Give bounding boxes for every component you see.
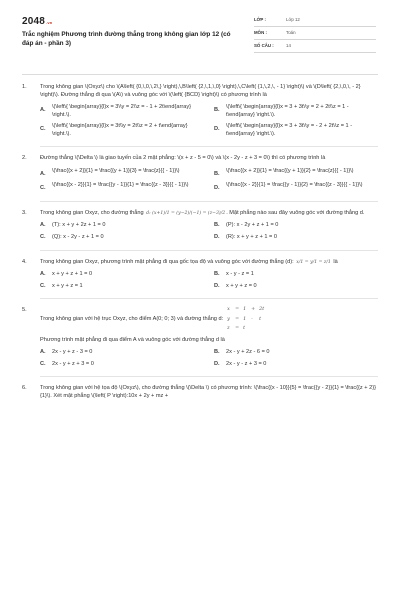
- option-text: (T): x + y + 2z + 1 = 0: [52, 222, 106, 229]
- option-a[interactable]: [40, 104, 204, 119]
- option-text: x + y + z = 1: [52, 282, 83, 289]
- meta-value: 14: [286, 43, 291, 49]
- option-label: C.: [40, 282, 46, 289]
- meta-row-count: [254, 40, 376, 53]
- meta-key: LỚP :: [254, 17, 266, 23]
- question-text: [40, 259, 378, 267]
- equation-system: [227, 307, 267, 332]
- option-a[interactable]: [40, 168, 204, 179]
- option-label: C.: [40, 185, 46, 192]
- header-divider: [22, 74, 378, 75]
- question-divider: [40, 201, 378, 202]
- inline-formula: x/1 = y/1 = z/1: [296, 259, 331, 265]
- option-c[interactable]: [40, 283, 204, 291]
- option-c[interactable]: [40, 182, 204, 193]
- option-a[interactable]: [40, 222, 204, 230]
- option-text: (Q): x - 2y - z + 1 = 0: [52, 234, 104, 241]
- meta-row-class: [254, 14, 376, 27]
- logo-main: 2048: [22, 16, 46, 27]
- question-list: [22, 84, 378, 413]
- question-text: [40, 210, 378, 218]
- option-label: B.: [214, 107, 220, 114]
- option-label: A.: [40, 107, 46, 114]
- option-a[interactable]: [40, 271, 204, 279]
- sys-cell: 1: [243, 316, 247, 322]
- option-label: C.: [40, 126, 46, 133]
- question-number: 5.: [22, 307, 27, 314]
- question-text-after: là: [331, 258, 338, 265]
- question-text: Trong không gian với hệ tọa độ \(Oxyz\), cho đường thẳng \(\Delta \) có phương trình: \(\frac{{x - 10}}{5} = \frac{{y - 2}}{1} = \frac{{z + 2}}{1}\). Xét mặt phẳng \(\left( P \right):10x + 2y + mz +: [40, 385, 376, 399]
- option-b[interactable]: [214, 349, 378, 357]
- sys-cell: =: [235, 326, 240, 332]
- question-text-2: Phương trình mặt phẳng đi qua điểm A và vuông góc với đường thẳng d là: [40, 336, 225, 343]
- sys-cell: -: [251, 316, 253, 322]
- option-text: x + y + z = 0: [226, 282, 257, 289]
- option-label: C.: [40, 360, 46, 367]
- option-d[interactable]: [214, 182, 378, 193]
- document-title: Trắc nghiệm Phương trình đường thẳng trong không gian lớp 12 (có đáp án - phần 3): [22, 31, 231, 48]
- sys-cell: =: [235, 307, 240, 313]
- question-number: 4.: [22, 258, 27, 265]
- sys-cell: t: [243, 326, 246, 332]
- question-divider: [40, 376, 378, 377]
- option-text: 2x - y + 2z - 6 = 0: [226, 349, 270, 356]
- meta-row-subject: [254, 27, 376, 40]
- question-number: 2.: [22, 155, 27, 162]
- meta-table: [254, 14, 376, 53]
- question-3: [22, 210, 378, 242]
- option-text: (P): x - 2y + z + 1 = 0: [226, 222, 279, 229]
- option-label: B.: [214, 170, 220, 177]
- sys-cell: [259, 326, 267, 332]
- meta-key: SỐ CÂU :: [254, 43, 274, 49]
- question-number: 6.: [22, 385, 27, 392]
- sys-cell: +: [251, 307, 256, 313]
- meta-value: Lớp 12: [286, 17, 300, 23]
- option-c[interactable]: [40, 361, 204, 369]
- option-label: A.: [40, 170, 46, 177]
- answer-options: [40, 271, 378, 290]
- option-label: D.: [214, 185, 220, 192]
- question-text: [40, 307, 378, 344]
- question-text-before: Trong không gian Oxyz, cho đường thẳng: [40, 209, 144, 216]
- option-label: B.: [214, 271, 220, 278]
- option-label: D.: [214, 126, 220, 133]
- question-5: [22, 307, 378, 368]
- option-b[interactable]: [214, 104, 378, 119]
- option-label: B.: [214, 222, 220, 229]
- inline-formula: d: (x+1)/1 = (y−2)/(−1) = (z−3)/2: [146, 210, 226, 216]
- option-d[interactable]: [214, 361, 378, 369]
- option-d[interactable]: [214, 123, 378, 138]
- option-d[interactable]: [214, 283, 378, 291]
- option-text: x + y + z + 1 = 0: [52, 271, 93, 278]
- option-b[interactable]: [214, 168, 378, 179]
- question-1: [22, 84, 378, 138]
- option-label: D.: [214, 360, 220, 367]
- option-text: 2x - y - z + 3 = 0: [226, 360, 267, 367]
- option-label: A.: [40, 349, 46, 356]
- sys-cell: x: [227, 307, 230, 313]
- option-text: 2x - y + z + 3 = 0: [52, 360, 94, 367]
- answer-options: [40, 222, 378, 241]
- sys-cell: 2t: [259, 307, 265, 313]
- question-number: 3.: [22, 209, 27, 216]
- option-text: x - y - z = 1: [226, 271, 254, 278]
- sys-cell: t: [259, 316, 262, 322]
- logo-suffix: .vn: [46, 20, 53, 25]
- sys-cell: y: [227, 316, 230, 322]
- sys-cell: [251, 326, 259, 332]
- option-c[interactable]: [40, 234, 204, 242]
- meta-key: MÔN :: [254, 30, 267, 36]
- option-label: A.: [40, 222, 46, 229]
- sys-cell: 1: [243, 307, 247, 313]
- question-number: 1.: [22, 84, 27, 90]
- option-label: A.: [40, 271, 46, 278]
- question-text-before: Trong không gian Oxyz, phương trình mặt phẳng đi qua gốc tọa độ và vuông góc với đường thẳng (d):: [40, 258, 294, 265]
- option-label: D.: [214, 282, 220, 289]
- question-6: [22, 385, 378, 405]
- option-text: \(\frac{{x + 2}}{1} = \frac{{y + 1}}{3} = \frac{z}{{ - 1}}\): [52, 167, 180, 174]
- option-text: \(\left\{ \begin{array}{l}x = 3 + 3t\\y = - 2 + 2t\\z = 1 - t\end{array} \right.\).: [226, 123, 353, 137]
- question-4: [22, 259, 378, 291]
- option-text: \(\left\{ \begin{array}{l}x = 3t\\y = 2t\\z = 2 + t\end{array} \right.\).: [52, 123, 188, 137]
- option-label: C.: [40, 234, 46, 241]
- question-text-after: . Mặt phẳng nào sau đây vuông góc với đường thẳng d.: [226, 209, 365, 216]
- option-b[interactable]: [214, 222, 378, 230]
- sys-cell: z: [227, 326, 230, 332]
- option-text: 2x - y + z - 3 = 0: [52, 349, 93, 356]
- question-divider: [40, 298, 378, 299]
- meta-value: Toán: [286, 30, 296, 36]
- question-divider: [40, 146, 378, 147]
- answer-options: [40, 104, 378, 138]
- option-text: (R): x + y + z + 1 = 0: [226, 234, 277, 241]
- site-logo[interactable]: [22, 15, 52, 29]
- option-text: \(\left\{ \begin{array}{l}x = 3 + 3t\\y = 2 + 2t\\z = 1 - t\end{array} \right.\).: [226, 104, 349, 118]
- sys-cell: =: [235, 316, 240, 322]
- answer-options: [40, 168, 378, 193]
- question-divider: [40, 250, 378, 251]
- option-text: \(\frac{{x + 2}}{1} = \frac{{y + 1}}{2} = \frac{z}{{ - 1}}\): [226, 167, 354, 174]
- option-text: \(\left\{ \begin{array}{l}x = 3\\y = 2\\z = - 1 + 2t\end{array} \right.\).: [52, 104, 191, 118]
- answer-options: [40, 349, 378, 368]
- question-2: [22, 155, 378, 193]
- option-c[interactable]: [40, 123, 204, 138]
- option-d[interactable]: [214, 234, 378, 242]
- question-text: Đường thẳng \(\Delta \) là giao tuyến của 2 mặt phẳng: \(x + z - 5 = 0\) và \(x - 2y - z + 3 = 0\) thì có phương trình là: [40, 155, 326, 162]
- question-text-main: Trong không gian với hệ trục Oxyz, cho điểm A(0; 0; 3) và đường thẳng d:: [40, 316, 224, 323]
- option-label: D.: [214, 234, 220, 241]
- option-a[interactable]: [40, 349, 204, 357]
- option-b[interactable]: [214, 271, 378, 279]
- option-text: \(\frac{{x - 2}}{1} = \frac{{y - 1}}{2} = \frac{{z - 3}}{{ - 1}}\): [226, 182, 363, 189]
- option-text: \(\frac{{x - 2}}{1} = \frac{{y - 1}}{1} = \frac{{z - 3}}{{ - 1}}\): [52, 182, 189, 189]
- option-label: B.: [214, 349, 220, 356]
- question-text: Trong không gian \(Oxyz\) cho \(A\left( {0,\,0,\,2\,} \right),\,B\left( {2,\,1,\,0} \right),\,C\left( {1,\,2,\, - 1} \right)\) và \(D\left( {2,\,0,\, - 2} \right)\). Đường thẳng đi qua \(A\) và vuông góc với \(\left( {BCD} \right)\) có phương trình là: [40, 84, 361, 98]
